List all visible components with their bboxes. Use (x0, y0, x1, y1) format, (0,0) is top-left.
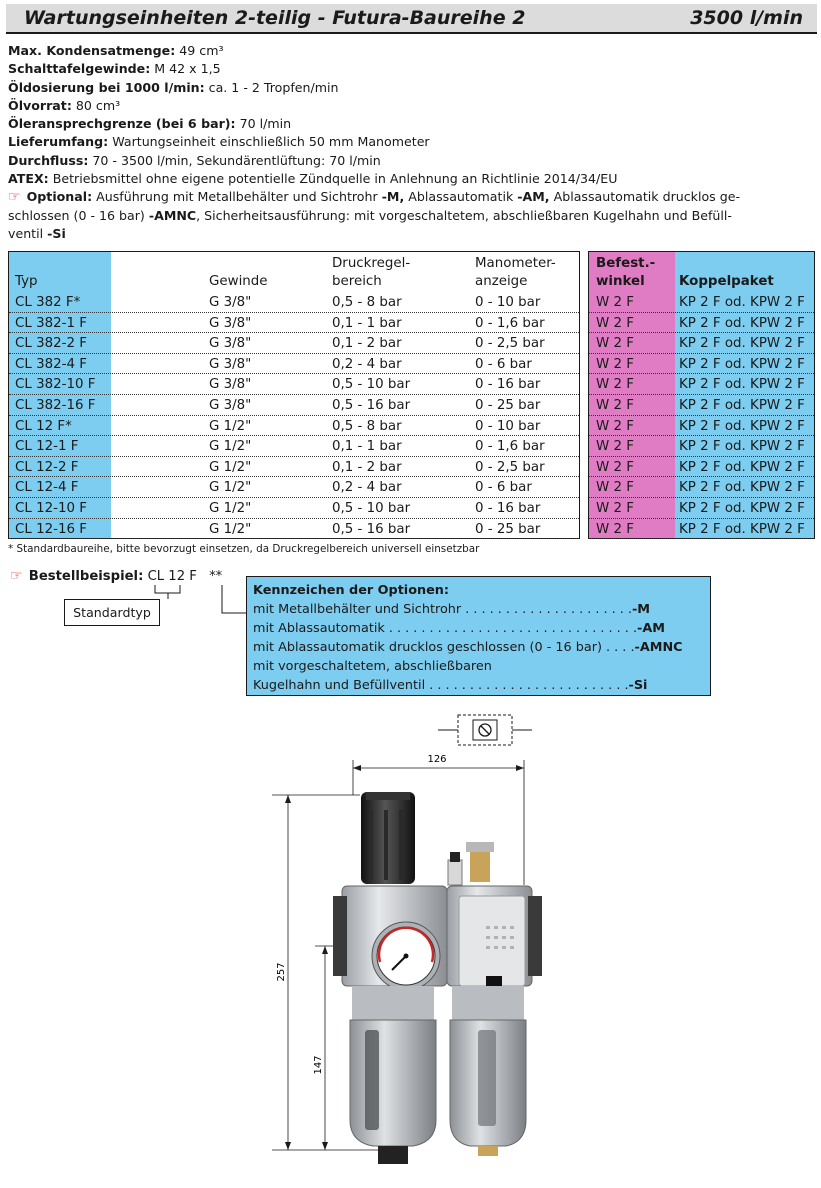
cell-druck: 0,2 - 4 bar (332, 480, 402, 496)
cell-gewinde: G 1/2" (209, 480, 252, 496)
spec-oelansprech: Öleransprechgrenze (bei 6 bar): 70 l/min (8, 116, 292, 132)
cell-gewinde: G 1/2" (209, 501, 252, 516)
accessory-row (589, 292, 814, 313)
lower-height-value: 147 (313, 1055, 324, 1075)
cell-gewinde: G 1/2" (209, 521, 252, 537)
header-druck-1: Druckregel- (332, 256, 411, 271)
cell-druck: 0,5 - 8 bar (332, 295, 402, 310)
header-gewinde: Gewinde (209, 274, 268, 289)
spec-oelvorrat: Ölvorrat: 80 cm³ (8, 97, 121, 113)
spec-oeldosierung: Öldosierung bei 1000 l/min: ca. 1 - 2 Tropfen/min (8, 79, 339, 95)
cell-gewinde: G 3/8" (209, 377, 252, 393)
option-code: -M (632, 602, 651, 617)
spec-lieferumfang: Lieferumfang: Wartungseinheit einschließlich 50 mm Manometer (8, 134, 430, 150)
cell-druck: 0,5 - 8 bar (332, 418, 402, 434)
cell-gewinde: G 1/2" (209, 439, 252, 455)
option-code: -AM (637, 621, 665, 636)
option-text: mit vorgeschaltetem, abschließbaren (253, 659, 492, 674)
cell-druck: 0,1 - 1 bar (332, 315, 402, 331)
cell-mano: 0 - 6 bar (475, 480, 532, 496)
cell-bef: W 2 F (596, 521, 634, 537)
product-table (8, 251, 580, 539)
accessory-row (589, 354, 814, 375)
cell-koppel: KP 2 F od. KPW 2 F (679, 295, 805, 310)
cell-bef: W 2 F (596, 480, 634, 496)
cell-mano: 0 - 16 bar (475, 501, 541, 516)
regulator-knob (361, 792, 415, 884)
cell-koppel: KP 2 F od. KPW 2 F (679, 521, 805, 537)
cell-bef: W 2 F (596, 336, 634, 352)
accessory-row (589, 313, 814, 334)
table-row (9, 333, 579, 354)
cell-bef: W 2 F (596, 439, 634, 455)
cell-typ: CL 382 F* (15, 295, 81, 310)
height-value: 257 (276, 962, 287, 982)
order-example: ☞ Bestellbeispiel: CL 12 F ** (10, 568, 223, 584)
header-mano-2: anzeige (475, 274, 528, 289)
cell-druck: 0,1 - 1 bar (332, 439, 402, 455)
table-row (9, 477, 579, 498)
table-row (9, 436, 579, 457)
spec-durchfluss: Durchfluss: 70 - 3500 l/min, Sekundärentlüftung: 70 l/min (8, 152, 381, 168)
option-code: -Si (628, 678, 648, 693)
table-row (9, 374, 579, 395)
cell-koppel: KP 2 F od. KPW 2 F (679, 336, 805, 352)
cell-druck: 0,2 - 4 bar (332, 356, 402, 372)
cell-mano: 0 - 10 bar (475, 418, 541, 434)
width-value: 126 (427, 754, 447, 765)
option-item (253, 619, 704, 638)
spec-optional-2: schlossen (0 - 16 bar) -AMNC, Sicherheitsausführung: mit vorgeschaltetem, abschließbaren Kugelhahn und Befüll- (8, 207, 732, 223)
cell-typ: CL 12-4 F (15, 480, 79, 496)
spec-optional-1: ☞ Optional: Ausführung mit Metallbehälter und Sichtrohr -M, Ablassautomatik -AM, Ablassautomatik drucklos ge- (8, 189, 741, 206)
table-row (9, 457, 579, 478)
footnote: * Standardbaureihe, bitte bevorzugt einsetzen, da Druckregelbereich universell einsetzbar (8, 543, 480, 555)
accessory-row (589, 416, 814, 437)
filter-bowl (350, 986, 436, 1164)
header-koppel: Koppelpaket (679, 274, 774, 289)
cell-typ: CL 12-1 F (15, 439, 79, 455)
table-row (9, 354, 579, 375)
cell-gewinde: G 3/8" (209, 295, 252, 310)
cell-mano: 0 - 1,6 bar (475, 315, 545, 331)
accessory-row (589, 395, 814, 416)
cell-bef: W 2 F (596, 315, 634, 331)
spec-optional-3: ventil -Si (8, 225, 66, 241)
cell-typ: CL 382-10 F (15, 377, 96, 393)
accessory-row (589, 519, 814, 540)
cell-mano: 0 - 6 bar (475, 356, 532, 372)
pressure-gauge (372, 922, 440, 990)
table-row (9, 313, 579, 334)
spec-kondensat: Max. Kondensatmenge: 49 cm³ (8, 43, 224, 58)
option-item (253, 600, 704, 619)
option-item (253, 638, 704, 657)
cell-typ: CL 12-16 F (15, 521, 87, 537)
table-row (9, 395, 579, 416)
cell-koppel: KP 2 F od. KPW 2 F (679, 501, 805, 516)
cell-koppel: KP 2 F od. KPW 2 F (679, 315, 805, 331)
table-row (9, 416, 579, 437)
option-item (253, 676, 704, 695)
table-row (9, 498, 579, 519)
cell-koppel: KP 2 F od. KPW 2 F (679, 459, 805, 475)
cell-druck: 0,5 - 16 bar (332, 521, 411, 537)
cell-typ: CL 382-16 F (15, 398, 96, 413)
cell-gewinde: G 3/8" (209, 336, 252, 352)
header-bef-2: winkel (596, 274, 645, 289)
cell-bef: W 2 F (596, 377, 634, 393)
title-bar (6, 4, 817, 34)
header-druck-2: bereich (332, 274, 382, 289)
cell-mano: 0 - 2,5 bar (475, 459, 545, 475)
cell-druck: 0,1 - 2 bar (332, 336, 402, 352)
standard-type-box: Standardtyp (64, 599, 160, 626)
option-code: -AMNC (634, 640, 683, 655)
cell-koppel: KP 2 F od. KPW 2 F (679, 377, 805, 393)
accessory-row (589, 477, 814, 498)
lubricator-bowl (450, 986, 526, 1156)
oil-fill-fitting (448, 842, 494, 885)
cell-koppel: KP 2 F od. KPW 2 F (679, 418, 805, 434)
option-item (253, 657, 704, 676)
cell-koppel: KP 2 F od. KPW 2 F (679, 439, 805, 455)
cell-gewinde: G 3/8" (209, 315, 252, 331)
option-text: mit Metallbehälter und Sichtrohr . . . . . . . . . . . . . . . . . . . . . (253, 602, 632, 617)
page-title: Wartungseinheiten 2-teilig - Futura-Baureihe 2 (24, 7, 526, 29)
unit-body (333, 886, 542, 986)
accessory-row (589, 457, 814, 478)
product-drawing (0, 700, 821, 1188)
table-row (9, 292, 579, 313)
cell-bef: W 2 F (596, 398, 634, 413)
cell-gewinde: G 1/2" (209, 418, 252, 434)
cell-mano: 0 - 10 bar (475, 295, 541, 310)
cell-bef: W 2 F (596, 295, 634, 310)
spec-gewinde: Schalttafelgewinde: M 42 x 1,5 (8, 61, 221, 77)
cell-bef: W 2 F (596, 356, 634, 372)
cell-mano: 0 - 25 bar (475, 398, 541, 413)
cell-typ: CL 12 F* (15, 418, 72, 434)
cell-druck: 0,5 - 10 bar (332, 501, 411, 516)
cell-mano: 0 - 1,6 bar (475, 439, 545, 455)
cell-druck: 0,5 - 10 bar (332, 377, 411, 393)
option-text: mit Ablassautomatik . . . . . . . . . . . . . . . . . . . . . . . . . . . . . . . (253, 621, 638, 636)
flow-rate-title: 3500 l/min (690, 7, 803, 29)
cell-mano: 0 - 16 bar (475, 377, 541, 393)
header-bef-1: Befest.- (596, 256, 656, 271)
cell-druck: 0,5 - 16 bar (332, 398, 411, 413)
cell-koppel: KP 2 F od. KPW 2 F (679, 356, 805, 372)
spec-list (8, 42, 814, 243)
cell-typ: CL 12-10 F (15, 501, 87, 516)
order-stars: ** (209, 569, 223, 584)
cell-koppel: KP 2 F od. KPW 2 F (679, 398, 805, 413)
cell-typ: CL 12-2 F (15, 459, 79, 475)
accessory-table (588, 251, 815, 539)
spec-atex: ATEX: Betriebsmittel ohne eigene potentielle Zündquelle in Anlehnung an Richtlinie 2014/34/EU (8, 171, 618, 187)
options-title: Kennzeichen der Optionen: (253, 583, 450, 598)
cell-mano: 0 - 2,5 bar (475, 336, 545, 352)
cell-druck: 0,1 - 2 bar (332, 459, 402, 475)
cell-gewinde: G 1/2" (209, 459, 252, 475)
header-mano-1: Manometer- (475, 256, 556, 271)
cell-bef: W 2 F (596, 418, 634, 434)
accessory-row (589, 498, 814, 519)
cell-gewinde: G 3/8" (209, 398, 252, 413)
accessory-row (589, 436, 814, 457)
cell-typ: CL 382-2 F (15, 336, 87, 352)
accessory-row (589, 333, 814, 354)
accessory-row (589, 374, 814, 395)
cell-typ: CL 382-4 F (15, 356, 87, 372)
filter-regulator-symbol (438, 715, 532, 745)
cell-mano: 0 - 25 bar (475, 521, 541, 537)
cell-typ: CL 382-1 F (15, 315, 87, 331)
option-text: mit Ablassautomatik drucklos geschlossen (0 - 16 bar) . . . . (253, 640, 635, 655)
order-code: CL 12 F (147, 569, 197, 584)
header-typ: Typ (15, 274, 38, 289)
options-box (246, 576, 711, 696)
pointing-hand-icon: ☞ (8, 189, 21, 206)
table-row (9, 519, 579, 540)
cell-bef: W 2 F (596, 459, 634, 475)
cell-bef: W 2 F (596, 501, 634, 516)
cell-koppel: KP 2 F od. KPW 2 F (679, 480, 805, 496)
cell-gewinde: G 3/8" (209, 356, 252, 372)
pointing-hand-icon: ☞ (10, 568, 23, 584)
option-text: Kugelhahn und Befüllventil . . . . . . . . . . . . . . . . . . . . . . . . . (253, 678, 629, 693)
